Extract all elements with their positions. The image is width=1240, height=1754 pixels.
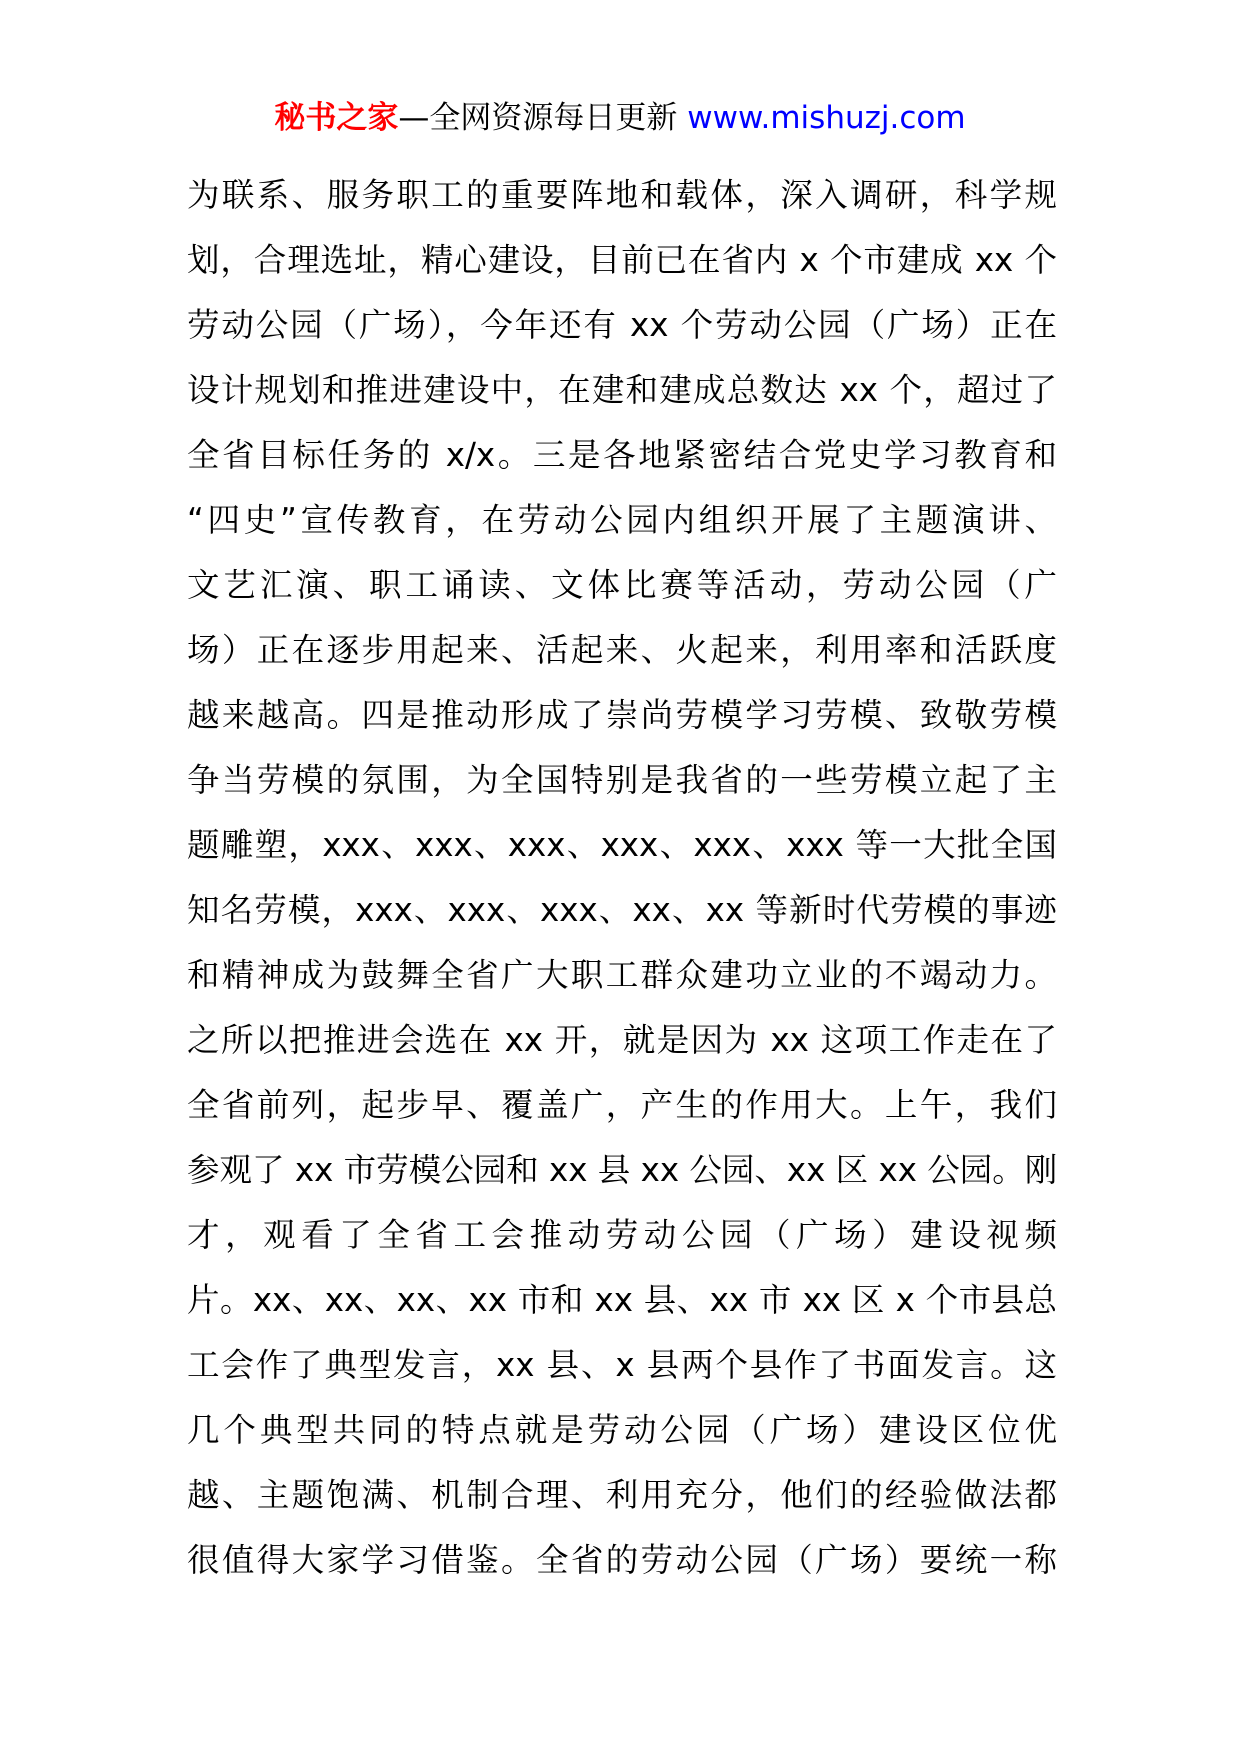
site-tagline: —全网资源每日更新 bbox=[398, 100, 688, 136]
site-brand: 秘书之家 bbox=[274, 100, 399, 136]
text-line: 全省前列，起步早、覆盖广，产生的作用大。上午，我们 bbox=[187, 1086, 1057, 1124]
text-line: 几个典型共同的特点就是劳动公园（广场）建设区位优 bbox=[187, 1411, 1057, 1449]
text-line: 文艺汇演、职工诵读、文体比赛等活动，劳动公园（广 bbox=[187, 566, 1057, 604]
text-line: 为联系、服务职工的重要阵地和载体，深入调研，科学规 bbox=[187, 176, 1057, 214]
text-line: 场）正在逐步用起来、活起来、火起来，利用率和活跃度 bbox=[187, 631, 1057, 669]
text-line: 劳动公园（广场），今年还有 xx 个劳动公园（广场）正在 bbox=[187, 306, 1057, 344]
text-line: 工会作了典型发言，xx 县、x 县两个县作了书面发言。这 bbox=[187, 1346, 1057, 1384]
text-line: 和精神成为鼓舞全省广大职工群众建功立业的不竭动力。 bbox=[187, 956, 1057, 994]
text-line: 越来越高。四是推动形成了崇尚劳模学习劳模、致敬劳模 bbox=[187, 696, 1057, 734]
text-line: 才，观看了全省工会推动劳动公园（广场）建设视频 bbox=[187, 1216, 1057, 1254]
text-line: 越、主题饱满、机制合理、利用充分，他们的经验做法都 bbox=[187, 1476, 1057, 1514]
text-line: 题雕塑，xxx、xxx、xxx、xxx、xxx、xxx 等一大批全国 bbox=[187, 826, 1057, 864]
text-line: 很值得大家学习借鉴。全省的劳动公园（广场）要统一称 bbox=[187, 1541, 1057, 1579]
text-line: 设计规划和推进建设中，在建和建成总数达 xx 个，超过了 bbox=[187, 371, 1057, 409]
text-line: 全省目标任务的 x/x。三是各地紧密结合党史学习教育和 bbox=[187, 436, 1057, 474]
text-line: 争当劳模的氛围，为全国特别是我省的一些劳模立起了主 bbox=[187, 761, 1057, 799]
text-line: 划，合理选址，精心建设，目前已在省内 x 个市建成 xx 个 bbox=[187, 241, 1057, 279]
site-url-link[interactable]: www.mishuzj.com bbox=[687, 100, 966, 136]
site-header bbox=[0, 96, 1240, 140]
text-line: “四史”宣传教育，在劳动公园内组织开展了主题演讲、 bbox=[187, 501, 1057, 539]
text-line: 之所以把推进会选在 xx 开，就是因为 xx 这项工作走在了 bbox=[187, 1021, 1057, 1059]
text-line: 知名劳模，xxx、xxx、xxx、xx、xx 等新时代劳模的事迹 bbox=[187, 891, 1057, 929]
document-body bbox=[187, 163, 1057, 1593]
text-line: 片。xx、xx、xx、xx 市和 xx 县、xx 市 xx 区 x 个市县总 bbox=[187, 1281, 1057, 1319]
text-line: 参观了 xx 市劳模公园和 xx 县 xx 公园、xx 区 xx 公园。刚 bbox=[187, 1151, 1058, 1189]
